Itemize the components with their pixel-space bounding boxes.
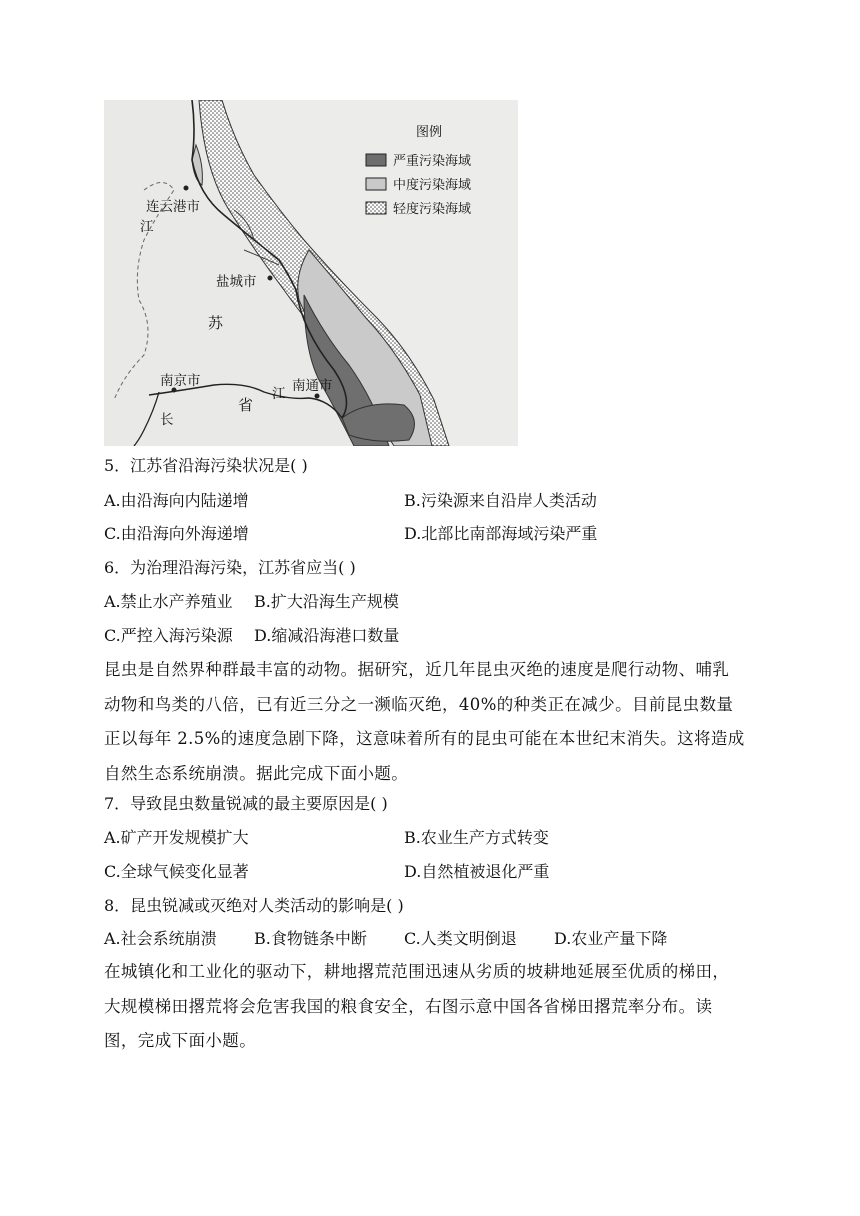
- legend-swatch-moderate: [366, 178, 386, 190]
- sheng-label: 省: [238, 396, 254, 414]
- insect-passage-line: 昆虫是自然界种群最丰富的动物。据研究，近几年昆虫灭绝的速度是爬行动物、哺乳: [104, 660, 730, 679]
- legend-label-light: 轻度污染海域: [393, 202, 472, 217]
- nantong-label: 南通市: [292, 378, 333, 394]
- chang-label: 长: [160, 412, 174, 428]
- q5-stem: 5．江苏省沿海污染状况是( ): [104, 456, 308, 475]
- nanjing-label: 南京市: [160, 373, 201, 389]
- insect-passage-line: 正以每年 2.5%的速度急剧下降，这意味着所有的昆虫可能在本世纪末消失。这将造成: [104, 729, 745, 748]
- q7-option-a: A.矿产开发规模扩大: [104, 828, 249, 847]
- province-boundary: [114, 183, 174, 401]
- legend-swatch-serious: [366, 154, 386, 166]
- insect-passage-line: 自然生态系统崩溃。据此完成下面小题。: [104, 763, 409, 783]
- q6-option-d: D.缩减沿海港口数量: [254, 626, 400, 645]
- jiang-label-river: 江: [272, 386, 286, 402]
- q6-stem: 6．为治理沿海污染，江苏省应当( ): [104, 558, 356, 577]
- q5-option-c: C.由沿海向外海递增: [104, 524, 249, 543]
- q7-option-c: C.全球气候变化显著: [104, 862, 249, 881]
- q5-option-a: A.由沿海向内陆递增: [104, 491, 249, 510]
- q7-option-d: D.自然植被退化严重: [404, 862, 550, 881]
- yangtze-river-lower: [134, 392, 159, 446]
- legend-label-serious: 严重污染海域: [393, 154, 472, 169]
- q7-stem: 7．导致昆虫数量锐减的最主要原因是( ): [104, 794, 388, 813]
- terrace-passage-line: 图，完成下面小题。: [104, 1031, 257, 1050]
- legend-title: 图例: [416, 125, 443, 140]
- q6-option-b: B.扩大沿海生产规模: [254, 592, 399, 611]
- insect-passage-line: 动物和鸟类的八倍，已有近三分之一濒临灭绝，40%的种类正在减少。目前昆虫数量: [104, 694, 734, 714]
- q7-option-b: B.农业生产方式转变: [404, 828, 549, 847]
- pollution-map: [104, 100, 518, 446]
- q8-option-c: C.人类文明倒退: [404, 929, 517, 948]
- yancheng-dot: [268, 276, 273, 281]
- q6-option-a: A.禁止水产养殖业: [104, 592, 233, 611]
- q8-stem: 8．昆虫锐减或灭绝对人类活动的影响是( ): [104, 896, 404, 915]
- q6-option-c: C.严控入海污染源: [104, 626, 233, 645]
- map-svg: [104, 100, 518, 446]
- insect-passage: [104, 653, 756, 791]
- q5-option-d: D.北部比南部海域污染严重: [404, 524, 598, 543]
- terrace-passage: [104, 955, 756, 1059]
- legend-swatch-light: [366, 202, 386, 214]
- jiang-label-north: 江: [140, 219, 154, 235]
- lianyungang-label: 连云港市: [146, 199, 200, 215]
- terrace-passage-line: 大规模梯田撂荒将会危害我国的粮食安全，右图示意中国各省梯田撂荒率分布。读: [104, 996, 713, 1016]
- q8-option-d: D.农业产量下降: [554, 929, 668, 948]
- legend-label-moderate: 中度污染海域: [393, 178, 472, 193]
- nantong-dot: [315, 394, 320, 399]
- yancheng-label: 盐城市: [216, 274, 257, 290]
- su-label: 苏: [208, 314, 224, 332]
- q8-option-b: B.食物链条中断: [254, 929, 367, 948]
- lianyungang-dot: [184, 186, 189, 191]
- q8-option-a: A.社会系统崩溃: [104, 929, 217, 948]
- terrace-passage-line: 在城镇化和工业化的驱动下，耕地撂荒范围迅速从劣质的坡耕地延展至优质的梯田，: [104, 962, 730, 981]
- q5-option-b: B.污染源来自沿岸人类活动: [404, 491, 597, 510]
